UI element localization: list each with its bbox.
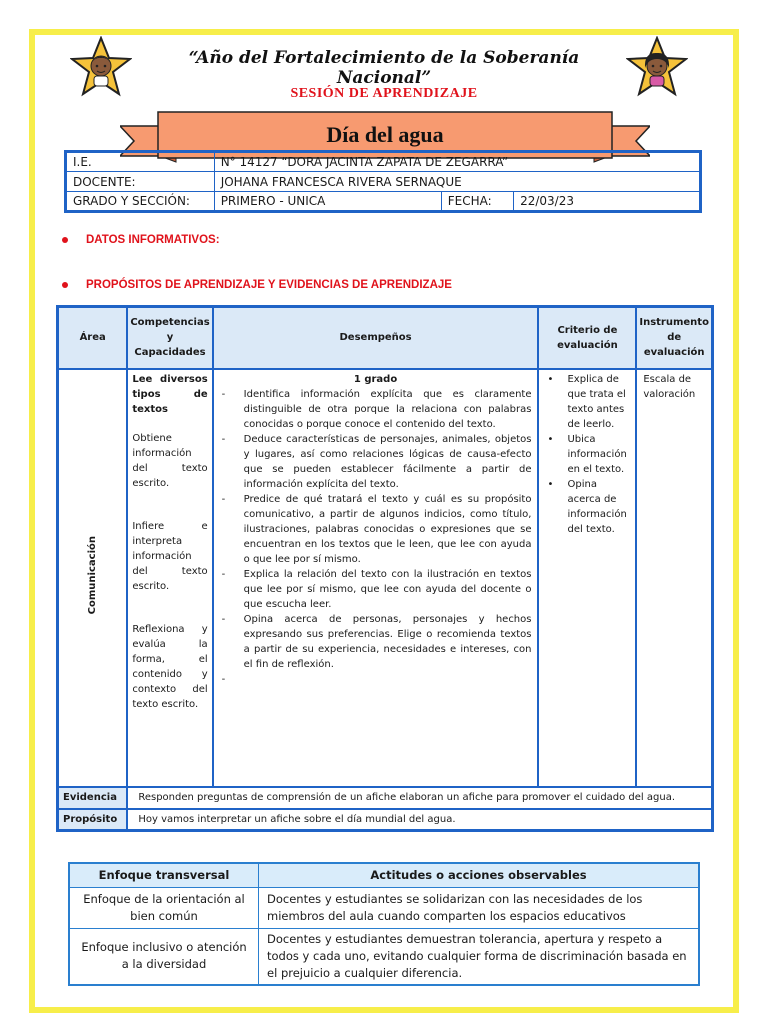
- evidencia-row: [58, 787, 713, 809]
- table-row: [58, 369, 713, 787]
- list-item: - Identifica información explícita que es claramente distinguible de otra porque la relaciona con palabras conocidas o porque conoce el contenido del texto.: [220, 387, 532, 432]
- area-label: Comunicación: [87, 535, 99, 615]
- actitudes-cell: Docentes y estudiantes se solidarizan con las necesidades de los miembros del aula cuando comparten los espacios educativos: [259, 887, 699, 928]
- header-enfoque: Enfoque transversal: [69, 863, 259, 887]
- list-item: - Deduce características de personajes, animales, objetos y lugares, así como relaciones lógicas de causa-efecto que se pueden establecer fácilmente a partir de información explícita del texto.: [220, 432, 532, 492]
- section-propositos: [62, 279, 452, 291]
- list-item: - Explica la relación del texto con la ilustración en textos que lee por sí mismo, que lee con ayuda del docente o que escucha leer.: [220, 567, 532, 612]
- list-item: - Predice de qué tratará el texto y cuál es su propósito comunicativo, a partir de algunos indicios, como título, ilustraciones, palabras conocidas o expresiones que se encuentran en los textos que le leen, que lee con ayuda o que lee por sí mismo.: [220, 492, 532, 567]
- grado-label: GRADO Y SECCIÓN:: [66, 192, 215, 212]
- proposito-row: [58, 809, 713, 831]
- desempenos-cell: [213, 369, 539, 787]
- grade-label: 1 grado: [353, 373, 398, 385]
- table-header-row: [58, 307, 713, 369]
- competencies-table: [56, 305, 714, 832]
- star-girl-icon: [626, 36, 688, 98]
- criterios-cell: [538, 369, 636, 787]
- capacidad-item: Infiere e interpreta información del texto escrito.: [132, 520, 208, 592]
- bullet-icon: [62, 282, 68, 288]
- list-item: • Ubica información en el texto.: [543, 432, 631, 477]
- header-area: Área: [58, 307, 128, 369]
- header-competencias: Competencias y Capacidades: [127, 307, 212, 369]
- docente-value: JOHANA FRANCESCA RIVERA SERNAQUE: [214, 172, 700, 192]
- info-table: [64, 150, 702, 213]
- evidencia-label: Evidencia: [58, 787, 128, 809]
- grado-value: PRIMERO - UNICA: [214, 192, 441, 212]
- criterios-list: [543, 372, 631, 537]
- list-item: • Explica de que trata el texto antes de leerlo.: [543, 372, 631, 432]
- proposito-text: Hoy vamos interpretar un afiche sobre el día mundial del agua.: [127, 809, 712, 831]
- header-actitudes: Actitudes o acciones observables: [259, 863, 699, 887]
- actitudes-cell: Docentes y estudiantes demuestran tolerancia, apertura y respeto a todos y cada uno, evitando cualquier forma de discriminación basada en el prejuicio a cualquier diferencia.: [259, 928, 699, 985]
- fecha-value: 22/03/23: [514, 192, 701, 212]
- enfoque-table: [68, 862, 700, 986]
- info-row-ie: [66, 152, 701, 172]
- enfoque-cell: Enfoque inclusivo o atención a la diversidad: [69, 928, 259, 985]
- info-row-grado: [66, 192, 701, 212]
- proposito-label: Propósito: [58, 809, 128, 831]
- desempenos-list: [220, 387, 532, 672]
- header-instrumento: Instrumento de evaluación: [636, 307, 712, 369]
- fecha-label: FECHA:: [441, 192, 513, 212]
- year-motto: “Año del Fortalecimiento de la Soberanía Nacional”: [188, 48, 580, 88]
- list-item: - Opina acerca de personas, personajes y hechos expresando sus preferencias. Elige o recomienda textos a partir de su experiencia, necesidades e intereses, con el fin de reflexión.: [220, 612, 532, 672]
- ie-label: I.E.: [66, 152, 215, 172]
- capacidad-item: Reflexiona y evalúa la forma, el contenido y contexto del texto escrito.: [132, 623, 208, 710]
- section-datos: [62, 234, 220, 246]
- instrumento-cell: Escala de valoración: [636, 369, 712, 787]
- capacidades-cell: [127, 369, 212, 787]
- list-item: • Opina acerca de información del texto.: [543, 477, 631, 537]
- lesson-title: Día del agua: [326, 122, 444, 147]
- enfoque-cell: Enfoque de la orientación al bien común: [69, 887, 259, 928]
- ie-value: N° 14127 “DORA JACINTA ZAPATA DE ZEGARRA”: [214, 152, 700, 172]
- header-desempenos: Desempeños: [213, 307, 539, 369]
- bullet-icon: [62, 237, 68, 243]
- table-row: [69, 887, 699, 928]
- table-row: [69, 928, 699, 985]
- star-boy-icon: [70, 36, 132, 98]
- info-row-docente: [66, 172, 701, 192]
- docente-label: DOCENTE:: [66, 172, 215, 192]
- competencia-label: Lee diversos tipos de textos: [132, 373, 208, 415]
- capacidad-item: Obtiene información del texto escrito.: [132, 432, 208, 489]
- evidencia-text: Responden preguntas de comprensión de un afiche elaboran un afiche para promover el cuidado del agua.: [127, 787, 712, 809]
- section-datos-label: DATOS INFORMATIVOS:: [86, 234, 220, 246]
- header-criterio: Criterio de evaluación: [538, 307, 636, 369]
- area-cell: [58, 369, 128, 787]
- section-propositos-label: PROPÓSITOS DE APRENDIZAJE Y EVIDENCIAS DE APRENDIZAJE: [86, 279, 452, 291]
- session-title: SESIÓN DE APRENDIZAJE: [290, 86, 478, 101]
- enfoque-header-row: [69, 863, 699, 887]
